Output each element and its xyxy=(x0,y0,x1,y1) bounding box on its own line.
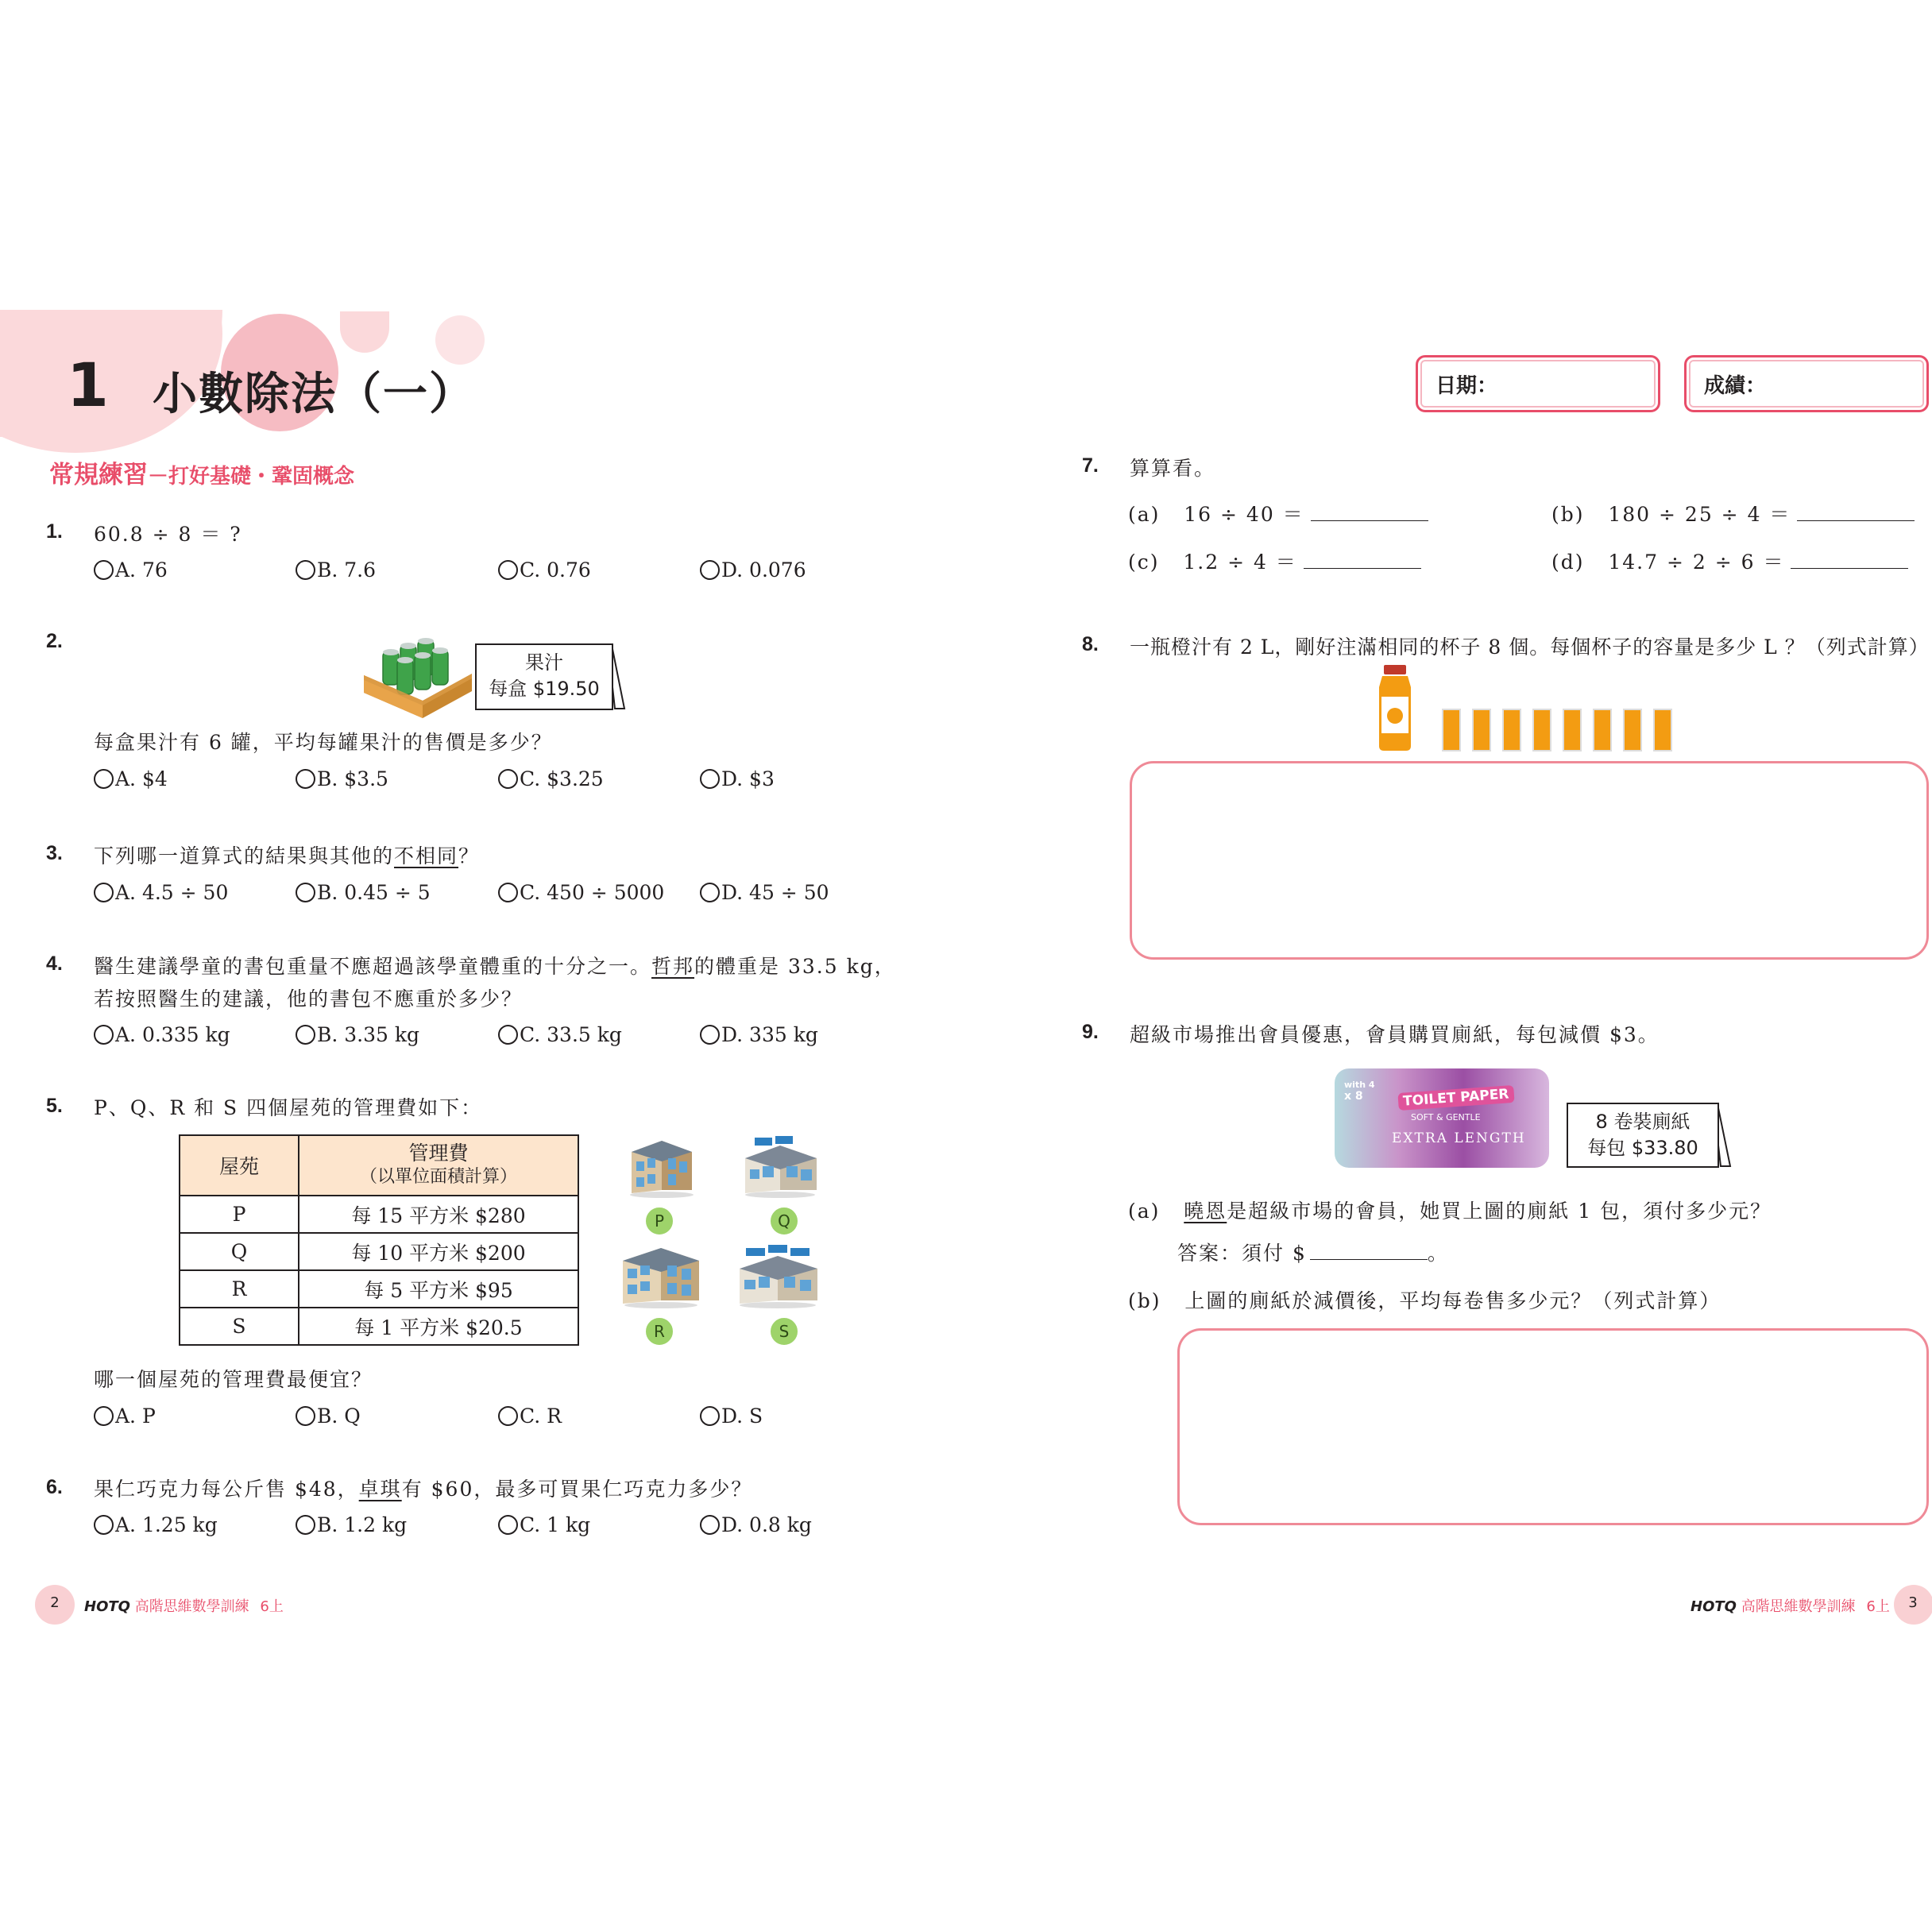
score-field[interactable] xyxy=(1684,355,1929,412)
footer-right xyxy=(1690,1595,1890,1616)
estate-badge-s: S xyxy=(769,1316,799,1347)
date-field[interactable] xyxy=(1416,355,1660,412)
section-subtitle: －打好基礎・鞏固概念 xyxy=(148,465,355,489)
q5-option-b[interactable]: B. Q xyxy=(296,1405,361,1428)
q8-number: 8. xyxy=(1082,633,1099,655)
q5-option-a[interactable]: A. P xyxy=(94,1405,156,1428)
radio-icon[interactable] xyxy=(94,1515,114,1535)
q7-part-a: (a) 16 ÷ 40 ＝ xyxy=(1128,499,1428,527)
q2-option-c[interactable]: C. $3.25 xyxy=(498,767,604,790)
q7-part-b: (b) 180 ÷ 25 ÷ 4 ＝ xyxy=(1551,499,1915,527)
q7-part-c: (c) 1.2 ÷ 4 ＝ xyxy=(1128,547,1421,575)
q7-number: 7. xyxy=(1082,454,1099,477)
q2-option-d[interactable]: D. $3 xyxy=(700,767,775,790)
footer-grade: 6上 xyxy=(260,1598,284,1615)
score-label: 成績： xyxy=(1704,373,1767,398)
juice-sign-line2: 每盒 $19.50 xyxy=(489,678,600,700)
radio-icon[interactable] xyxy=(498,769,518,789)
q9-number: 9. xyxy=(1082,1021,1099,1043)
decor-circle-tiny xyxy=(435,315,485,365)
building-r-icon xyxy=(618,1243,704,1308)
q6-option-c[interactable]: C. 1 kg xyxy=(498,1513,590,1536)
q1-option-a[interactable]: A. 76 xyxy=(94,558,168,582)
radio-icon[interactable] xyxy=(94,883,114,902)
q2-text: 每盒果汁有 6 罐，平均每罐果汁的售價是多少？ xyxy=(94,731,553,754)
radio-icon[interactable] xyxy=(700,769,720,789)
q8-text: 一瓶橙汁有 2 L，剛好注滿相同的杯子 8 個。每個杯子的容量是多少 L ？（列式計算） xyxy=(1130,636,1930,659)
q4-number: 4. xyxy=(46,952,63,975)
answer-blank[interactable] xyxy=(1310,1240,1428,1260)
q4-line1: 醫生建議學童的書包重量不應超過該學童體重的十分之一。哲邦的體重是 33.5 kg， xyxy=(94,955,896,978)
estate-badge-r: R xyxy=(644,1316,674,1347)
footer-series: 高階思維數學訓練 xyxy=(134,1598,249,1615)
answer-blank[interactable] xyxy=(1791,549,1908,569)
q9-answer-area[interactable] xyxy=(1177,1328,1929,1525)
q3-number: 3. xyxy=(46,842,63,864)
q7-part-d: (d) 14.7 ÷ 2 ÷ 6 ＝ xyxy=(1551,547,1908,575)
radio-icon[interactable] xyxy=(498,883,518,902)
fee-table xyxy=(179,1134,579,1346)
section-title: 常規練習 xyxy=(49,461,148,489)
q5-number: 5. xyxy=(46,1095,63,1117)
toilet-paper-price-sign xyxy=(1567,1103,1732,1168)
q6-option-a[interactable]: A. 1.25 kg xyxy=(94,1513,218,1536)
juice-price-sign xyxy=(475,643,626,710)
q9-part-b: (b) 上圖的廁紙於減價後，平均每卷售多少元？（列式計算） xyxy=(1128,1289,1721,1312)
table-header-row xyxy=(180,1135,578,1196)
footer-series: 高階思維數學訓練 xyxy=(1741,1598,1856,1615)
q3-text: 下列哪一道算式的結果與其他的不相同？ xyxy=(94,844,481,867)
section-heading xyxy=(49,454,354,490)
table-row: Q 每 10 平方米 $200 xyxy=(180,1233,578,1270)
radio-icon[interactable] xyxy=(296,1406,315,1426)
juice-sign-line1: 果汁 xyxy=(525,651,563,674)
chapter-title: 小數除法（一） xyxy=(153,369,475,420)
radio-icon[interactable] xyxy=(94,560,114,580)
date-label: 日期： xyxy=(1435,373,1498,398)
chapter-number: 1 xyxy=(67,350,109,420)
page-number-right: 3 xyxy=(1908,1594,1918,1611)
q2-number: 2. xyxy=(46,630,63,652)
building-q-icon xyxy=(739,1134,822,1198)
package-title: TOILET PAPER xyxy=(1397,1085,1514,1111)
radio-icon[interactable] xyxy=(498,1025,518,1045)
q5-option-d[interactable]: D. S xyxy=(700,1405,763,1428)
q3-option-d[interactable]: D. 45 ÷ 50 xyxy=(700,881,829,904)
juice-box-image xyxy=(359,628,477,719)
package-length: EXTRA LENGTH xyxy=(1392,1130,1526,1146)
q1-option-c[interactable]: C. 0.76 xyxy=(498,558,591,582)
answer-blank[interactable] xyxy=(1304,549,1421,569)
q1-number: 1. xyxy=(46,520,63,543)
radio-icon[interactable] xyxy=(94,1025,114,1045)
q6-text: 果仁巧克力每公斤售 $48，卓琪有 $60，最多可買果仁巧克力多少？ xyxy=(94,1478,753,1501)
q4-option-a[interactable]: A. 0.335 kg xyxy=(94,1023,230,1046)
answer-blank[interactable] xyxy=(1311,501,1428,521)
decor-circle-small xyxy=(340,311,389,353)
q4-option-c[interactable]: C. 33.5 kg xyxy=(498,1023,622,1046)
q1-text: 60.8 ÷ 8 ＝ ? xyxy=(94,523,242,546)
radio-icon[interactable] xyxy=(498,1406,518,1426)
q2-option-a[interactable]: A. $4 xyxy=(94,767,168,790)
estate-badge-q: Q xyxy=(769,1206,799,1236)
q6-number: 6. xyxy=(46,1476,63,1498)
toilet-paper-image xyxy=(1335,1068,1549,1168)
radio-icon[interactable] xyxy=(296,1515,315,1535)
radio-icon[interactable] xyxy=(498,560,518,580)
building-s-icon xyxy=(735,1243,822,1308)
radio-icon[interactable] xyxy=(296,1025,315,1045)
radio-icon[interactable] xyxy=(296,560,315,580)
q9-text: 超級市場推出會員優惠，會員購買廁紙，每包減價 $3。 xyxy=(1130,1023,1660,1046)
footer-grade: 6上 xyxy=(1866,1598,1890,1615)
toilet-sign-line1: 8 卷裝廁紙 xyxy=(1595,1111,1690,1133)
table-row: S 每 1 平方米 $20.5 xyxy=(180,1308,578,1345)
q5-text: P、Q、R 和 S 四個屋苑的管理費如下： xyxy=(94,1096,483,1119)
q3-option-b[interactable]: B. 0.45 ÷ 5 xyxy=(296,881,431,904)
q5-question: 哪一個屋苑的管理費最便宜？ xyxy=(94,1368,373,1391)
radio-icon[interactable] xyxy=(498,1515,518,1535)
footer-logo: HOTQ xyxy=(84,1598,130,1615)
table-row: R 每 5 平方米 $95 xyxy=(180,1270,578,1308)
radio-icon[interactable] xyxy=(700,1025,720,1045)
package-tag: with 4 x 8 xyxy=(1344,1080,1375,1103)
q3-option-c[interactable]: C. 450 ÷ 5000 xyxy=(498,881,664,904)
table-header-estate: 屋苑 xyxy=(180,1135,299,1196)
q3-option-a[interactable]: A. 4.5 ÷ 50 xyxy=(94,881,228,904)
footer-logo: HOTQ xyxy=(1690,1598,1737,1615)
toilet-sign-line2: 每包 $33.80 xyxy=(1587,1137,1698,1159)
q5-option-c[interactable]: C. R xyxy=(498,1405,562,1428)
q9-part-a: (a) 曉恩是超級市場的會員，她買上圖的廁紙 1 包，須付多少元？ xyxy=(1128,1200,1772,1223)
answer-blank[interactable] xyxy=(1797,501,1915,521)
building-p-icon xyxy=(624,1134,699,1198)
radio-icon[interactable] xyxy=(296,769,315,789)
page-number-left: 2 xyxy=(50,1594,60,1611)
q4-option-d[interactable]: D. 335 kg xyxy=(700,1023,818,1046)
radio-icon[interactable] xyxy=(94,769,114,789)
radio-icon[interactable] xyxy=(700,883,720,902)
q7-text: 算算看。 xyxy=(1130,457,1216,480)
footer-left xyxy=(84,1595,284,1616)
radio-icon[interactable] xyxy=(700,560,720,580)
q6-option-d[interactable]: D. 0.8 kg xyxy=(700,1513,812,1536)
radio-icon[interactable] xyxy=(700,1515,720,1535)
q8-answer-area[interactable] xyxy=(1130,761,1929,960)
q1-option-d[interactable]: D. 0.076 xyxy=(700,558,806,582)
juice-bottle-and-cups-image xyxy=(1374,663,1684,752)
radio-icon[interactable] xyxy=(296,883,315,902)
q6-option-b[interactable]: B. 1.2 kg xyxy=(296,1513,407,1536)
table-header-fee: 管理費 （以單位面積計算） xyxy=(299,1135,578,1196)
q4-line2: 若按照醫生的建議，他的書包不應重於多少？ xyxy=(94,987,524,1010)
package-subtitle: SOFT & GENTLE xyxy=(1411,1112,1481,1122)
q1-option-b[interactable]: B. 7.6 xyxy=(296,558,376,582)
q9-part-a-answer: 答案：須付 $ 。 xyxy=(1177,1242,1449,1265)
radio-icon[interactable] xyxy=(94,1406,114,1426)
table-row: P 每 15 平方米 $280 xyxy=(180,1196,578,1233)
radio-icon[interactable] xyxy=(700,1406,720,1426)
q4-option-b[interactable]: B. 3.35 kg xyxy=(296,1023,419,1046)
estate-badge-p: P xyxy=(644,1206,674,1236)
q2-option-b[interactable]: B. $3.5 xyxy=(296,767,388,790)
